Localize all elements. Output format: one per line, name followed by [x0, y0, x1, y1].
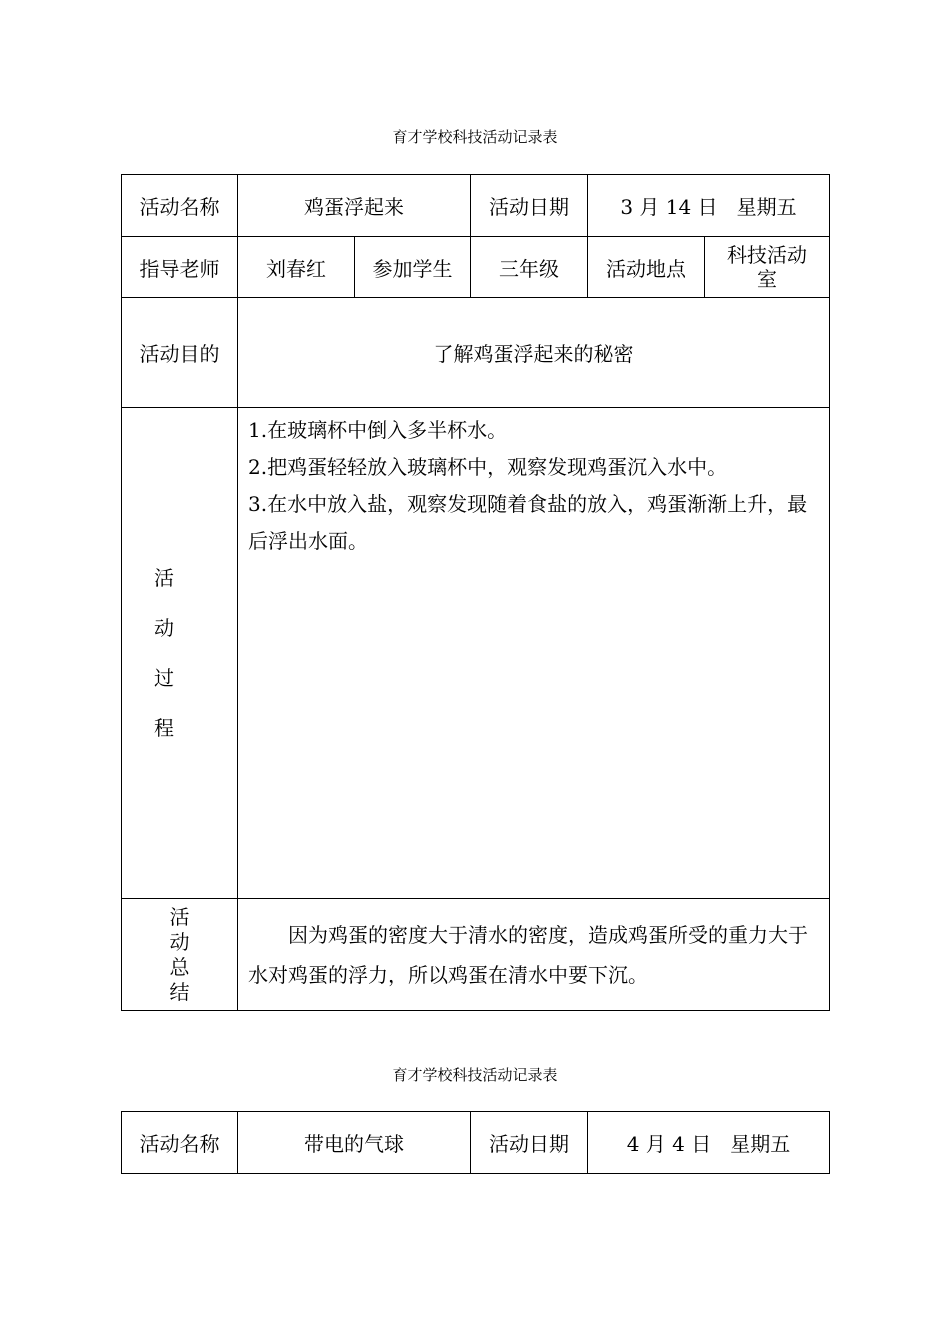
process-label-char: 程 — [154, 716, 174, 740]
teacher-value: 刘春红 — [238, 237, 355, 298]
record-title: 育才学校科技活动记录表 — [392, 128, 558, 146]
activity-date-label: 活动日期 — [471, 1112, 588, 1174]
purpose-label: 活动目的 — [122, 298, 238, 408]
process-label — [122, 408, 238, 899]
process-label-char: 活 — [154, 566, 174, 590]
activity-record-table — [121, 174, 830, 1011]
process-step: 1.在玻璃杯中倒入多半杯水。 — [248, 418, 508, 442]
activity-name-value: 鸡蛋浮起来 — [238, 175, 471, 237]
summary-label-char: 动 — [169, 929, 190, 954]
summary-label-char: 结 — [169, 979, 190, 1004]
purpose-value: 了解鸡蛋浮起来的秘密 — [238, 298, 830, 408]
students-value: 三年级 — [471, 237, 588, 298]
process-label-char: 动 — [154, 616, 174, 640]
location-label: 活动地点 — [588, 237, 705, 298]
location-line-1: 科技活动 — [727, 243, 807, 267]
activity-date-value: 4 月 4 日 星期五 — [588, 1112, 830, 1174]
record-title-2: 育才学校科技活动记录表 — [392, 1066, 558, 1084]
activity-name-label: 活动名称 — [122, 175, 238, 237]
activity-date-label: 活动日期 — [471, 175, 588, 237]
process-steps — [238, 408, 830, 899]
teacher-label: 指导老师 — [122, 237, 238, 298]
process-step: 2.把鸡蛋轻轻放入玻璃杯中，观察发现鸡蛋沉入水中。 — [248, 455, 728, 479]
activity-date-value: 3 月 14 日 星期五 — [588, 175, 830, 237]
location-line-2: 室 — [757, 267, 777, 291]
students-label: 参加学生 — [355, 237, 471, 298]
activity-record-table-2 — [121, 1111, 830, 1174]
summary-label-char: 活 — [169, 904, 190, 929]
summary-label-char: 总 — [169, 954, 190, 979]
activity-name-value: 带电的气球 — [238, 1112, 471, 1174]
activity-name-label: 活动名称 — [122, 1112, 238, 1174]
summary-value: 因为鸡蛋的密度大于清水的密度，造成鸡蛋所受的重力大于水对鸡蛋的浮力，所以鸡蛋在清水中要下沉。 — [238, 899, 830, 1011]
process-step: 3.在水中放入盐，观察发现随着食盐的放入，鸡蛋渐渐上升，最后浮出水面。 — [248, 492, 808, 553]
location-value — [705, 237, 830, 298]
process-label-char: 过 — [154, 666, 174, 690]
summary-label — [122, 899, 238, 1011]
